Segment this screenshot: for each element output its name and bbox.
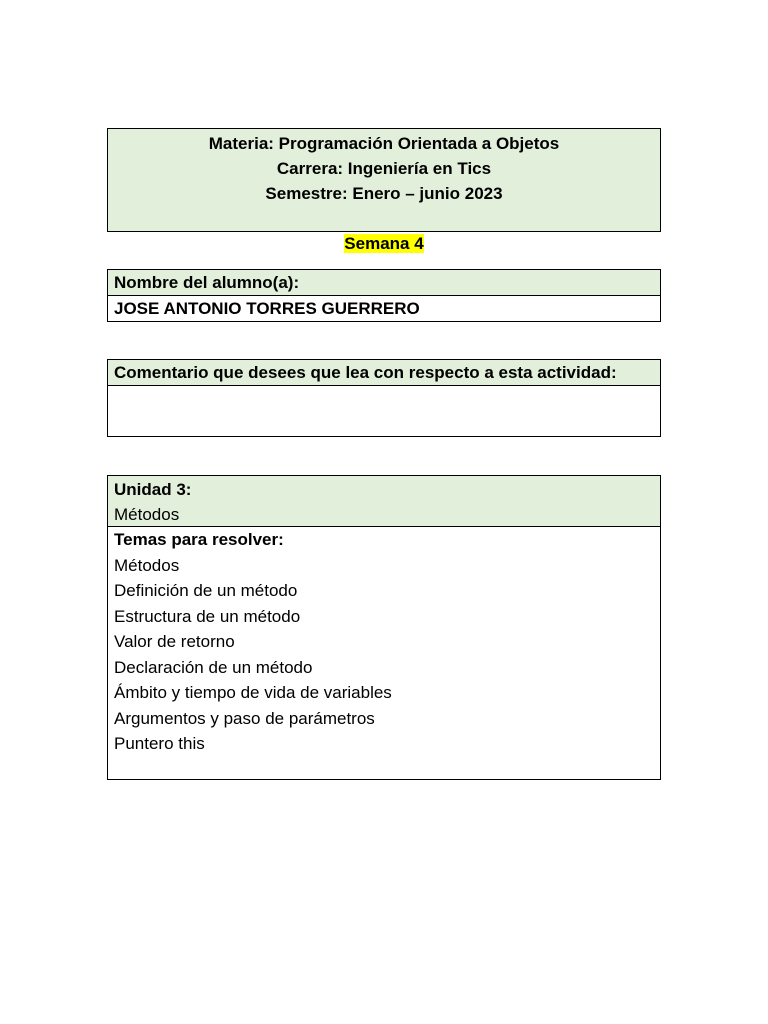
unit-title: Unidad 3:	[114, 480, 192, 499]
student-name: JOSE ANTONIO TORRES GUERRERO	[114, 298, 420, 318]
topic-item: Ámbito y tiempo de vida de variables	[114, 683, 392, 702]
subject-text: Materia: Programación Orientada a Objetos	[208, 134, 560, 153]
week-heading	[0, 232, 768, 256]
student-label: Nombre del alumno(a):	[108, 270, 660, 296]
student-table	[107, 269, 661, 322]
unit-name: Métodos	[114, 505, 180, 524]
topic-item: Estructura de un método	[114, 606, 301, 626]
topic-item: Definición de un método	[114, 581, 298, 600]
topic-item: Declaración de un método	[114, 657, 313, 677]
comment-field[interactable]	[108, 386, 660, 436]
topic-item: Métodos	[114, 555, 180, 575]
unit-header	[108, 476, 660, 527]
topics-cell	[108, 527, 660, 779]
comment-table	[107, 359, 661, 437]
week-label: Semana 4	[344, 234, 424, 253]
career-text: Carrera: Ingeniería en Tics	[276, 159, 492, 178]
topics-label: Temas para resolver:	[114, 530, 284, 549]
unit-table	[107, 475, 661, 780]
course-info-box	[107, 128, 661, 232]
topic-item: Valor de retorno	[114, 632, 235, 651]
semester-text: Semestre: Enero – junio 2023	[265, 184, 503, 203]
topic-item: Puntero this	[114, 734, 205, 753]
comment-label: Comentario que desees que lea con respecto a esta actividad:	[108, 360, 660, 386]
topic-item: Argumentos y paso de parámetros	[114, 708, 375, 728]
